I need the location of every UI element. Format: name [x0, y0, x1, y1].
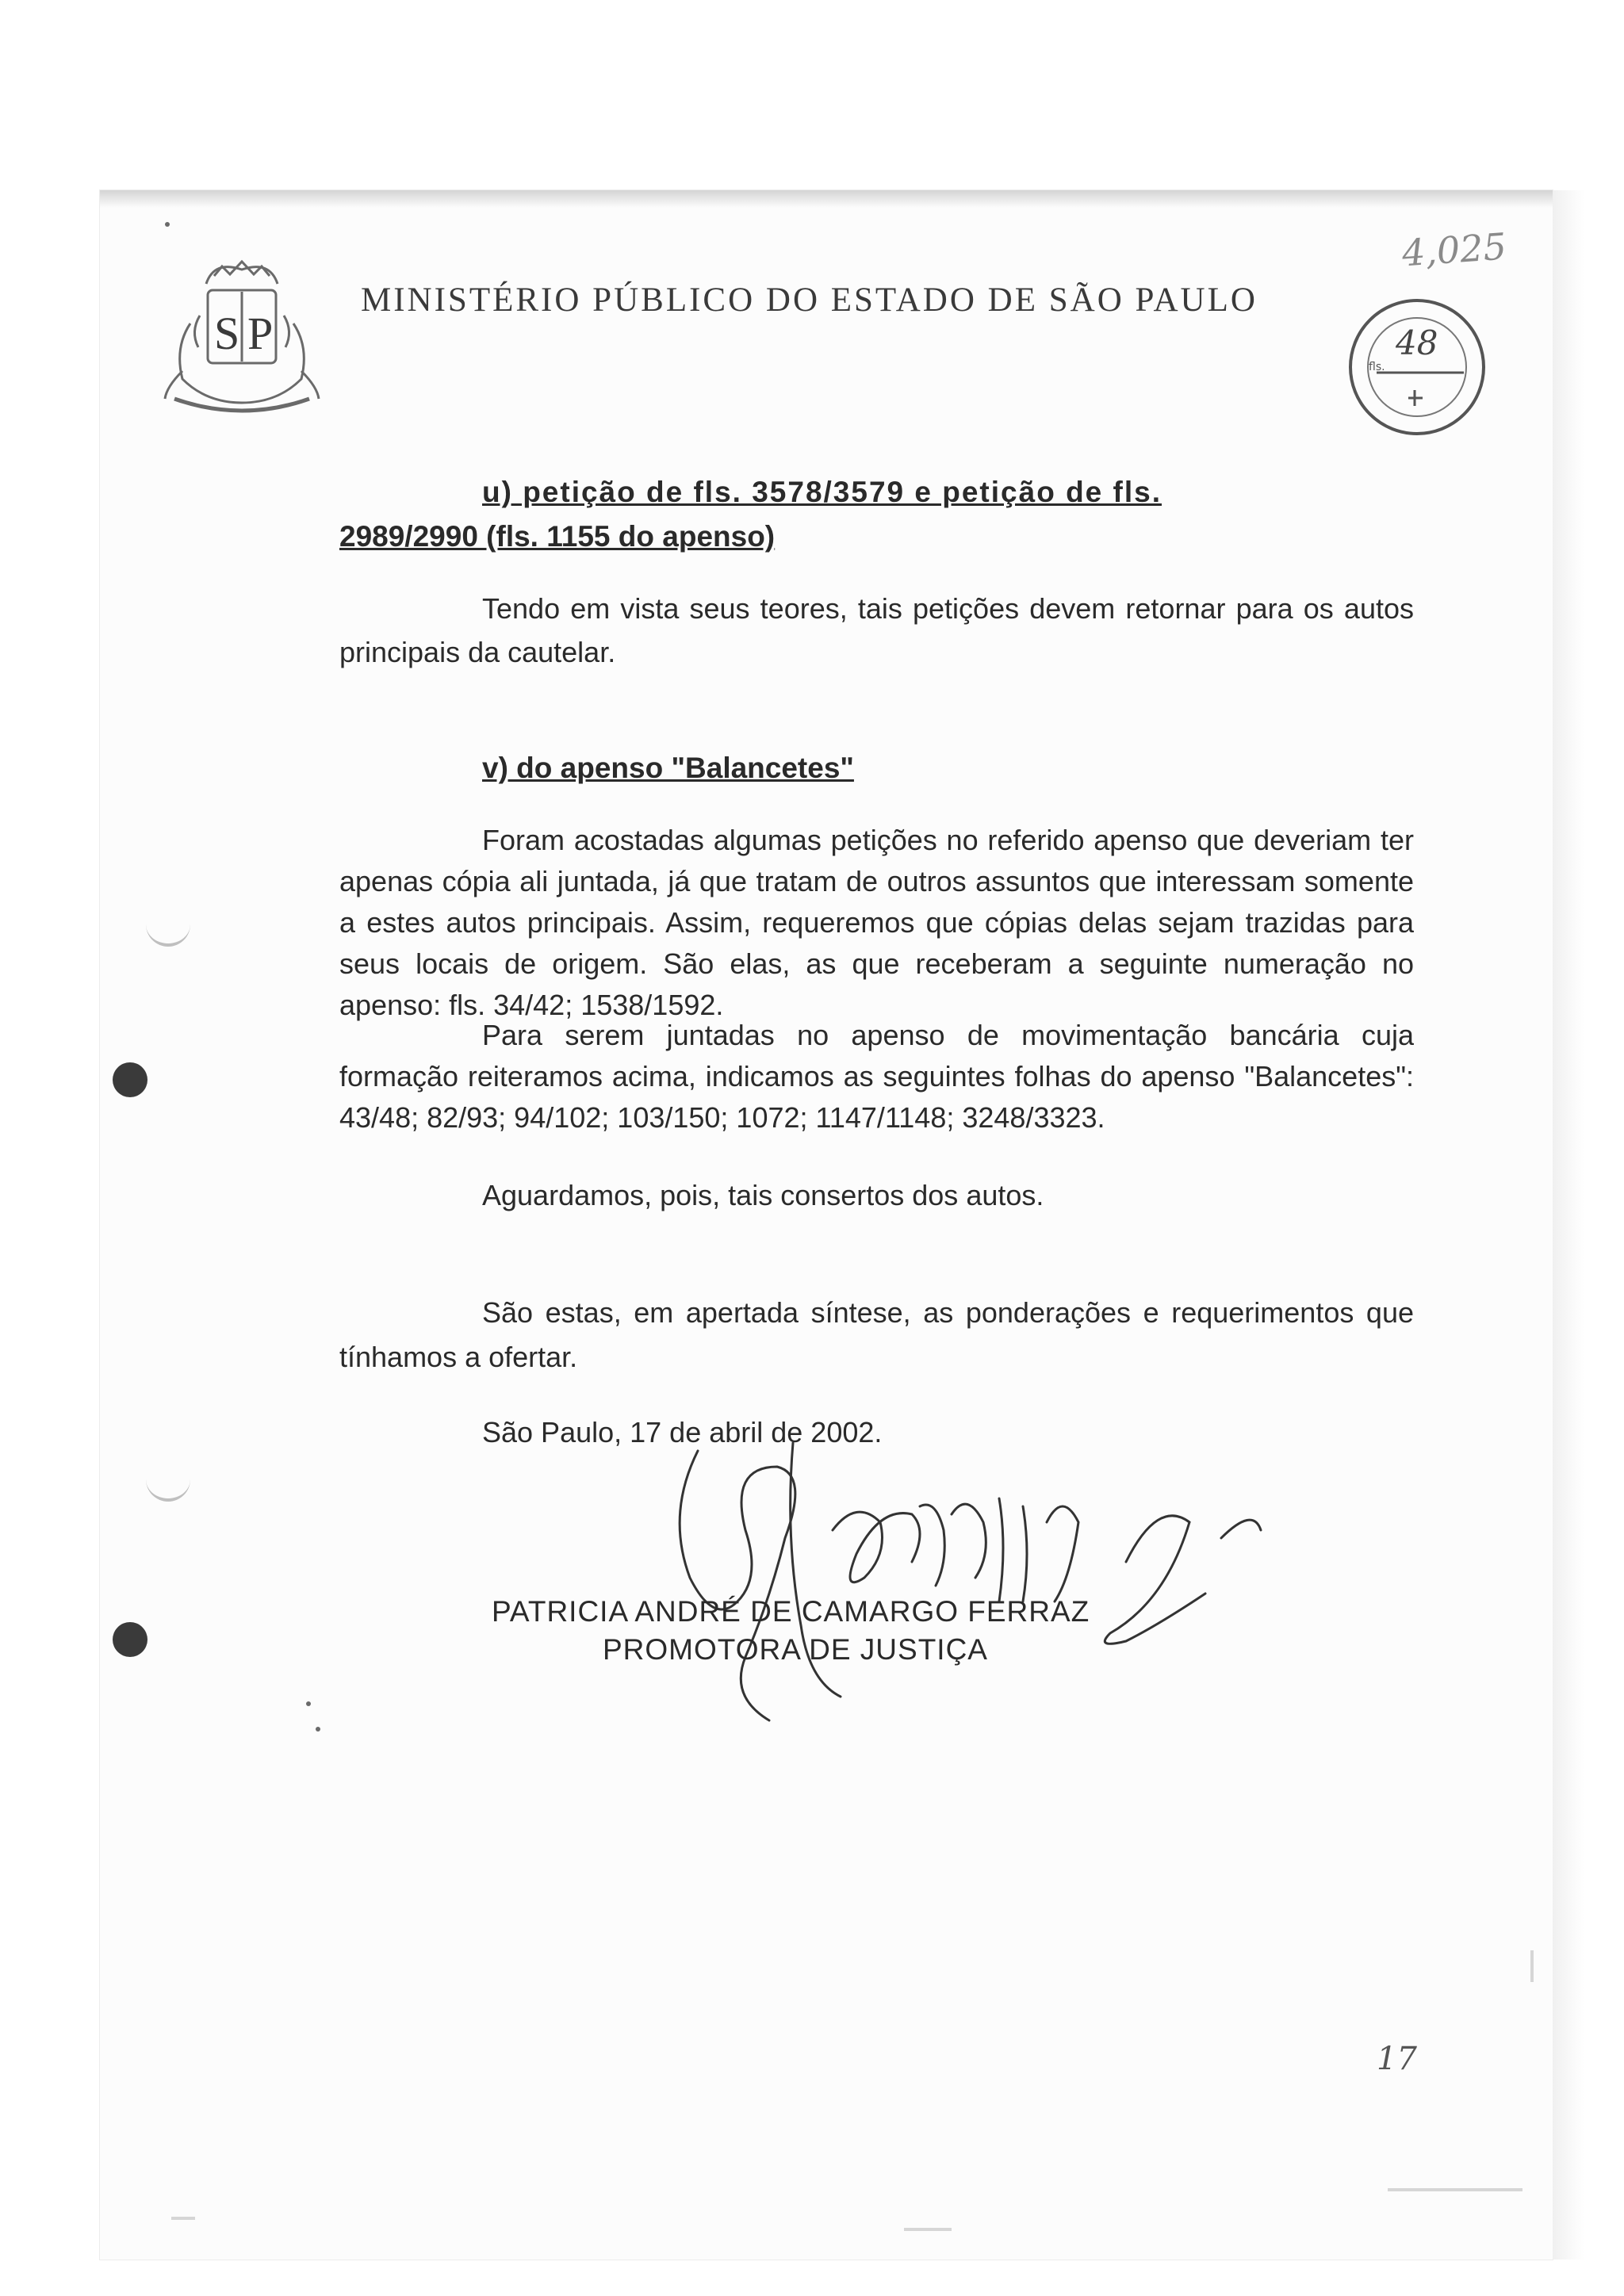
handwritten-folio-number: 4,025: [1400, 224, 1508, 275]
section-u-body: Tendo em vista seus teores, tais petições devem retornar para os autos principais da cautelar.: [339, 592, 1414, 668]
scan-shadow-top: [100, 190, 1553, 208]
signatory-role: PROMOTORA DE JUSTIÇA: [603, 1633, 988, 1666]
section-u-heading-line2: 2989/2990 (fls. 1155 do apenso): [339, 520, 776, 553]
signatory-name: PATRICIA ANDRÉ DE CAMARGO FERRAZ: [492, 1595, 1090, 1628]
punch-hole: [113, 1062, 147, 1097]
seal-letter-p: P: [247, 308, 274, 359]
scan-mark: [1388, 2188, 1522, 2191]
closing-paragraph: São estas, em apertada síntese, as ponderações e requerimentos que tínhamos a ofertar.: [339, 1296, 1414, 1373]
scan-mark: [171, 2217, 195, 2220]
date-line: São Paulo, 17 de abril de 2002.: [482, 1416, 883, 1448]
section-u-heading-line1: u) petição de fls. 3578/3579 e petição de fls.: [482, 476, 1162, 508]
seal-letter-s: S: [214, 308, 240, 359]
scan-shadow-right: [1553, 190, 1584, 2260]
section-v-paragraph-3: Aguardamos, pois, tais consertos dos autos.: [482, 1179, 1044, 1211]
institution-title: MINISTÉRIO PÚBLICO DO ESTADO DE SÃO PAULO: [361, 281, 1258, 319]
section-v-paragraph-2: Para serem juntadas no apenso de movimentação bancária cuja formação reiteramos acima, indicamos as seguintes folhas do apenso "Balancetes": 43/48; 82/93; 94/102; 103/150; 1072; 1147/1148; 3248/3323.: [339, 1019, 1414, 1134]
folio-stamp-icon: [1345, 295, 1489, 439]
section-v-heading: v) do apenso "Balancetes": [482, 752, 854, 784]
svg-text:fls.: fls.: [1369, 361, 1385, 373]
section-v-paragraph-1: Foram acostadas algumas petições no referido apenso que deveriam ter apenas cópia ali juntada, já que tratam de outros assuntos que interessam somente a estes autos principais. Assim, requeremos que cópias delas sejam trazidas para seus locais de origem. São elas, as que receberam a seguinte numeração no apenso: fls. 34/42; 1538/1592.: [339, 824, 1414, 1021]
scan-speck: [165, 222, 170, 227]
folio-stamp-number: 48: [1396, 323, 1438, 362]
sao-paulo-coat-of-arms-icon: [159, 252, 325, 423]
handwritten-signature: [650, 1419, 1285, 1736]
punch-hole: [113, 1622, 147, 1657]
scan-speck: [306, 1701, 311, 1706]
page-number: 17: [1377, 2041, 1417, 2077]
scan-mark: [1530, 1950, 1534, 1982]
scan-speck: [316, 1727, 320, 1732]
scan-mark: [904, 2228, 952, 2231]
